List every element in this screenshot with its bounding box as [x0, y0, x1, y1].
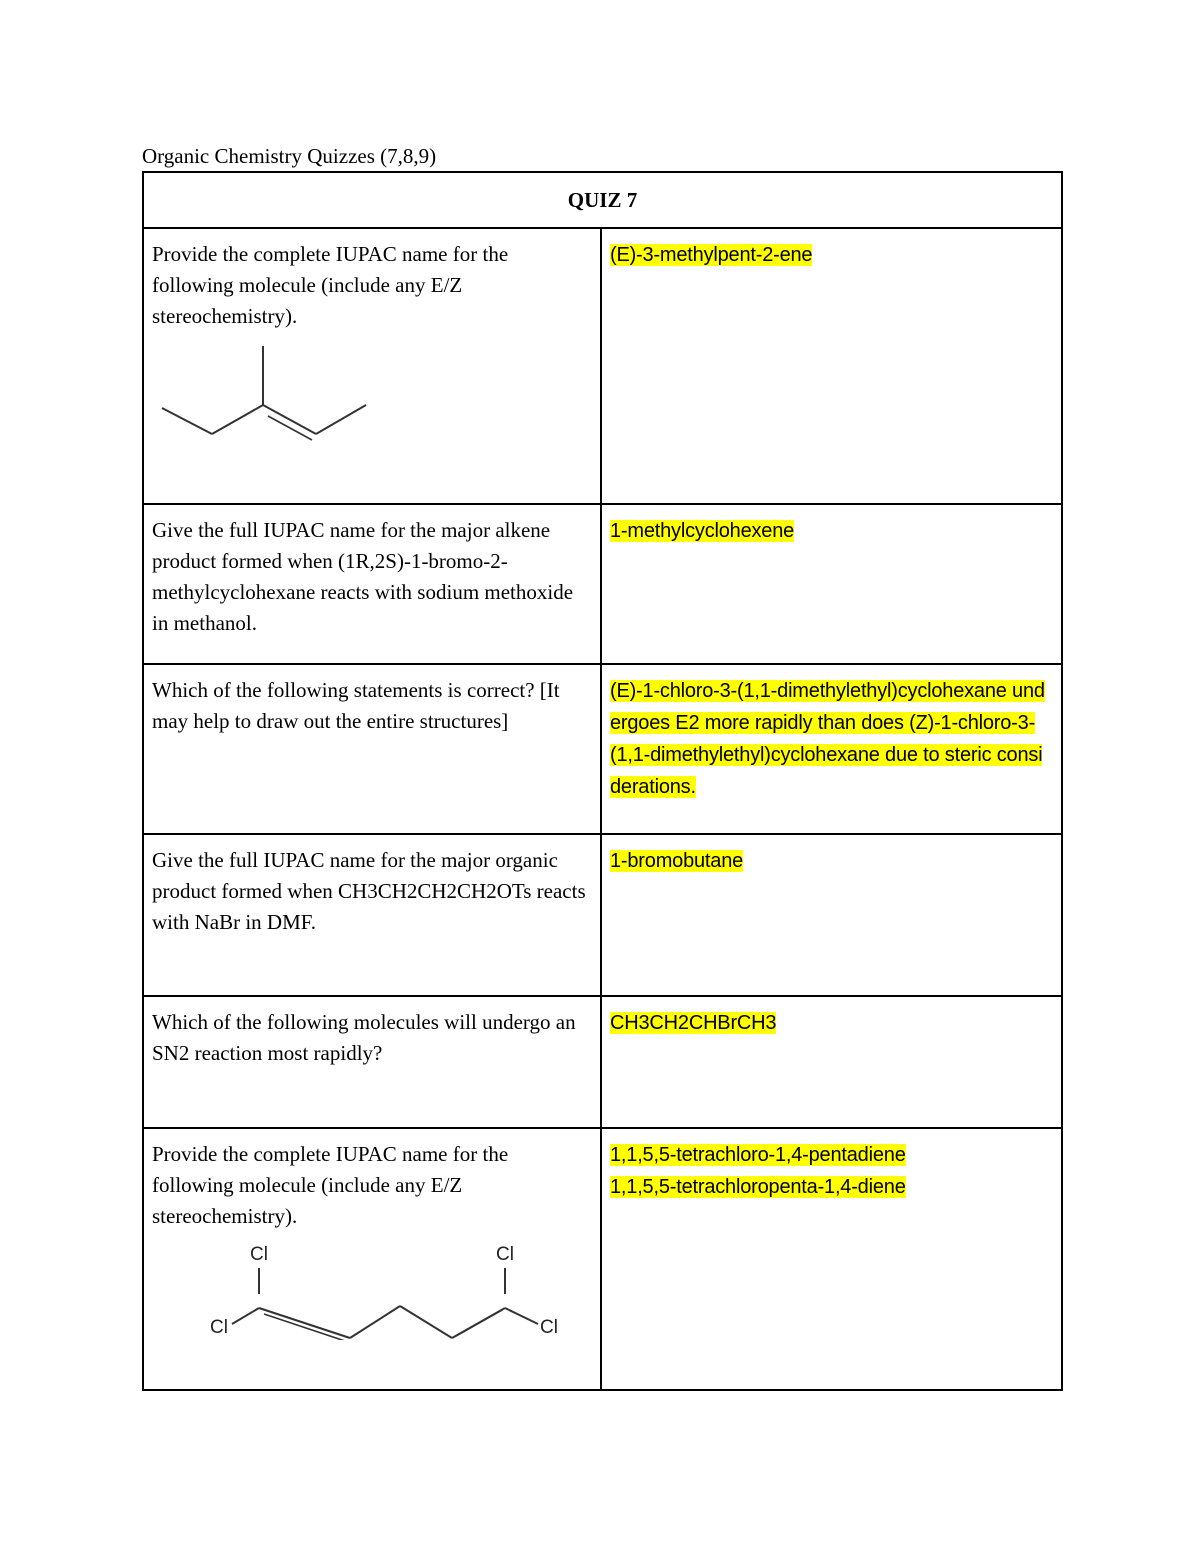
chlorine-label: Cl: [496, 1244, 514, 1265]
answer-text: (E)-1-chloro-3-(1,1-dimethylethyl)cyclohexane undergoes E2 more rapidly than does (Z)-1-chloro-3-(1,1-dimethylethyl)cyclohexane due to steric considerations.: [610, 680, 1045, 798]
quiz-header: QUIZ 7: [143, 172, 1062, 228]
question-cell: [143, 834, 601, 996]
chlorine-label: Cl: [540, 1317, 558, 1338]
table-row: [143, 664, 1062, 834]
question-text: Provide the complete IUPAC name for the following molecule (include any E/Z stereochemistry).: [152, 1142, 509, 1228]
question-text: Give the full IUPAC name for the major alkene product formed when (1R,2S)-1-bromo-2-methylcyclohexane reacts with sodium methoxide in methanol.: [152, 518, 574, 635]
question-cell: [143, 664, 601, 834]
answer-cell: [601, 834, 1062, 996]
table-row: [143, 834, 1062, 996]
question-cell: [143, 1128, 601, 1390]
answer-text: 1-methylcyclohexene: [610, 520, 795, 542]
3-methylpent-2-ene-structure-icon: [152, 338, 392, 443]
question-cell: [143, 504, 601, 664]
table-row: [143, 504, 1062, 664]
table-row: [143, 228, 1062, 504]
answer-cell: [601, 1128, 1062, 1390]
answer-cell: [601, 504, 1062, 664]
chlorine-label: Cl: [250, 1244, 268, 1265]
document-title: Organic Chemistry Quizzes (7,8,9): [142, 144, 437, 168]
table-row: [143, 1128, 1062, 1390]
quiz-header-row: [143, 172, 1062, 228]
question-text: Which of the following molecules will undergo an SN2 reaction most rapidly?: [152, 1010, 576, 1065]
chlorine-label: Cl: [210, 1317, 228, 1338]
tetrachloropentadiene-structure-icon: [152, 1228, 592, 1340]
answer-text: 1-bromobutane: [610, 850, 744, 872]
question-text: Give the full IUPAC name for the major organic product formed when CH3CH2CH2CH2OTs reacts with NaBr in DMF.: [152, 848, 586, 934]
answer-text: (E)-3-methylpent-2-ene: [610, 244, 813, 266]
answer-cell: [601, 664, 1062, 834]
answer-text: 1,1,5,5-tetrachloro-1,4-pentadiene: [610, 1144, 906, 1166]
question-text: Which of the following statements is correct? [It may help to draw out the entire structures]: [152, 678, 560, 733]
quiz-table: [142, 171, 1063, 1391]
answer-text: CH3CH2CHBrCH3: [610, 1012, 777, 1034]
table-row: [143, 996, 1062, 1128]
answer-cell: [601, 228, 1062, 504]
answer-text: 1,1,5,5-tetrachloropenta-1,4-diene: [610, 1176, 906, 1198]
question-cell: [143, 228, 601, 504]
answer-cell: [601, 996, 1062, 1128]
question-cell: [143, 996, 601, 1128]
question-text: Provide the complete IUPAC name for the following molecule (include any E/Z stereochemistry).: [152, 242, 509, 328]
